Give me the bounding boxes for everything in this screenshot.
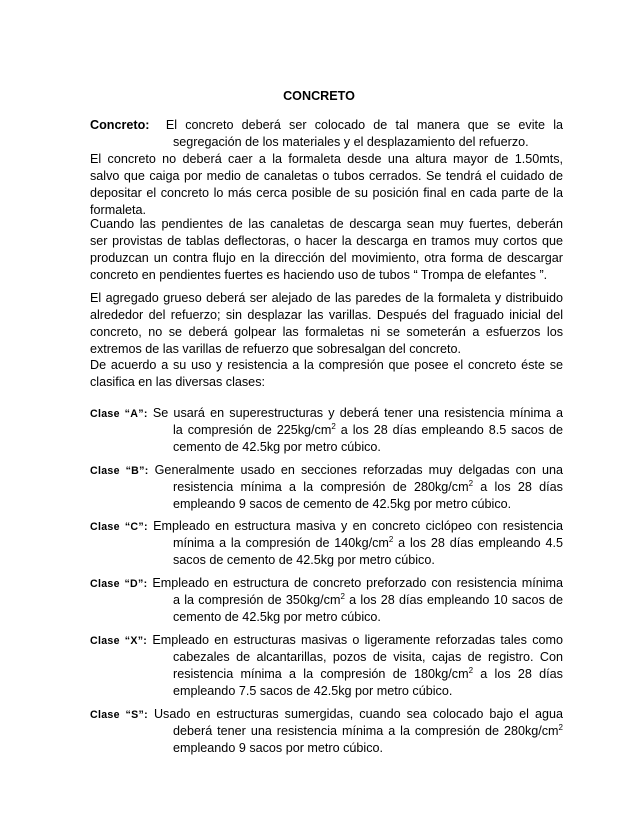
page-title: CONCRETO bbox=[283, 89, 355, 103]
class-d-item: Clase “D”: Empleado en estructura de concreto preforzado con resistencia mínima a la compresión de $350kg/cm^2$ a los 28 días empleando 10 sacos de cemento de 42.5kg por metro cúbico. bbox=[90, 576, 564, 624]
paragraph-4-line: clasifica en las diversas clases: bbox=[90, 375, 265, 389]
superscript: 2 bbox=[558, 723, 563, 732]
paragraph-3-line: concreto, no se deberá golpear las formaletas ni se someterán a esfuerzos los bbox=[90, 325, 563, 339]
intro-block bbox=[90, 117, 563, 219]
class-x-label: Clase “X”: bbox=[90, 635, 148, 647]
paragraph-2-line: produzcan un contra flujo en la dirección del movimiento, otra forma de descargar bbox=[90, 251, 563, 265]
class-s-label: Clase “S”: bbox=[90, 709, 148, 721]
paragraph-3-line: alrededor del refuerzo; sin desplazar las varillas. Después del fraguado inicial del bbox=[90, 308, 563, 322]
paragraph-1-line: formaleta. bbox=[90, 203, 146, 217]
paragraph-2-line: concreto en pendientes fuertes es haciendo uso de tubos “ Trompa de elefantes ”. bbox=[90, 268, 548, 282]
class-s-item: Clase “S”: Usado en estructuras sumergidas, cuando sea colocado bajo el agua deberá tener una resistencia mínima a la compresión de $280kg/cm^2$ empleando 9 sacos por metro cúbico. bbox=[90, 707, 564, 755]
superscript: 2 bbox=[340, 592, 345, 601]
superscript: 2 bbox=[468, 666, 474, 675]
superscript: 2 bbox=[331, 422, 336, 431]
paragraph-1-line: El concreto no deberá caer a la formaleta desde una altura mayor de 1.50mts, bbox=[90, 152, 563, 166]
paragraph-3 bbox=[90, 290, 563, 358]
paragraph-2-line: ser provistas de tablas deflectoras, o hacer la descarga en tramos muy cortos que bbox=[90, 234, 563, 248]
class-c-label: Clase “C”: bbox=[90, 521, 148, 533]
paragraph-2-line: Cuando las pendientes de las canaletas de descarga sean muy fuertes, deberán bbox=[90, 217, 563, 231]
class-b-item: Clase “B”: Generalmente usado en secciones reforzadas muy delgadas con una resistencia mínima a la compresión de $280kg/cm^2$ a los 28 días empleando 9 sacos de cemento de 42.5kg por metro cúbico. bbox=[90, 463, 564, 511]
intro-line-1: Concreto: El concreto deberá ser colocado de tal manera que se evite la bbox=[90, 118, 564, 132]
class-d-label: Clase “D”: bbox=[90, 578, 148, 590]
paragraph-4 bbox=[90, 357, 563, 391]
class-a-label: Clase “A”: bbox=[90, 408, 148, 420]
paragraph-1-line: depositar el concreto lo más cerca posible de su posición final en cada parte de la bbox=[90, 186, 563, 200]
superscript: 2 bbox=[468, 479, 474, 488]
class-x-item: Clase “X”: Empleado en estructuras masivas o ligeramente reforzadas tales como cabezales de alcantarillas, pozos de visita, cajas de registro. Con resistencia mínima a la compresión de $180kg/cm^2$ a los 28 días empleando 7.5 sacos de 42.5kg por metro cúbico. bbox=[90, 633, 563, 698]
paragraph-4-line: De acuerdo a su uso y resistencia a la compresión que posee el concreto éste se bbox=[90, 358, 563, 372]
paragraph-1-line: salvo que caiga por medio de canaletas o tubos cerrados. Se tendrá el cuidado de bbox=[90, 169, 563, 183]
paragraph-3-line: El agregado grueso deberá ser alejado de las paredes de la formaleta y distribuido bbox=[90, 291, 563, 305]
class-c-item: Clase “C”: Empleado en estructura masiva y en concreto ciclópeo con resistencia mínima a la compresión de $140kg/cm^2$ a los 28 días empleando 4.5 sacos de cemento de 42.5kg por metro cúbico. bbox=[90, 519, 563, 567]
superscript: 2 bbox=[388, 535, 394, 544]
class-a-item: Clase “A”: Se usará en superestructuras y deberá tener una resistencia mínima a la compresión de $225kg/cm^2$ a los 28 días empleando 8.5 sacos de cemento de 42.5kg por metro cúbico. bbox=[90, 406, 564, 454]
paragraph-3-line: extremos de las varillas de refuerzo que sobresalgan del concreto. bbox=[90, 342, 462, 356]
class-b-label: Clase “B”: bbox=[90, 465, 149, 477]
intro-line-2: segregación de los materiales y el desplazamiento del refuerzo. bbox=[173, 135, 529, 149]
paragraph-2 bbox=[90, 216, 563, 284]
intro-label: Concreto: bbox=[90, 118, 150, 132]
